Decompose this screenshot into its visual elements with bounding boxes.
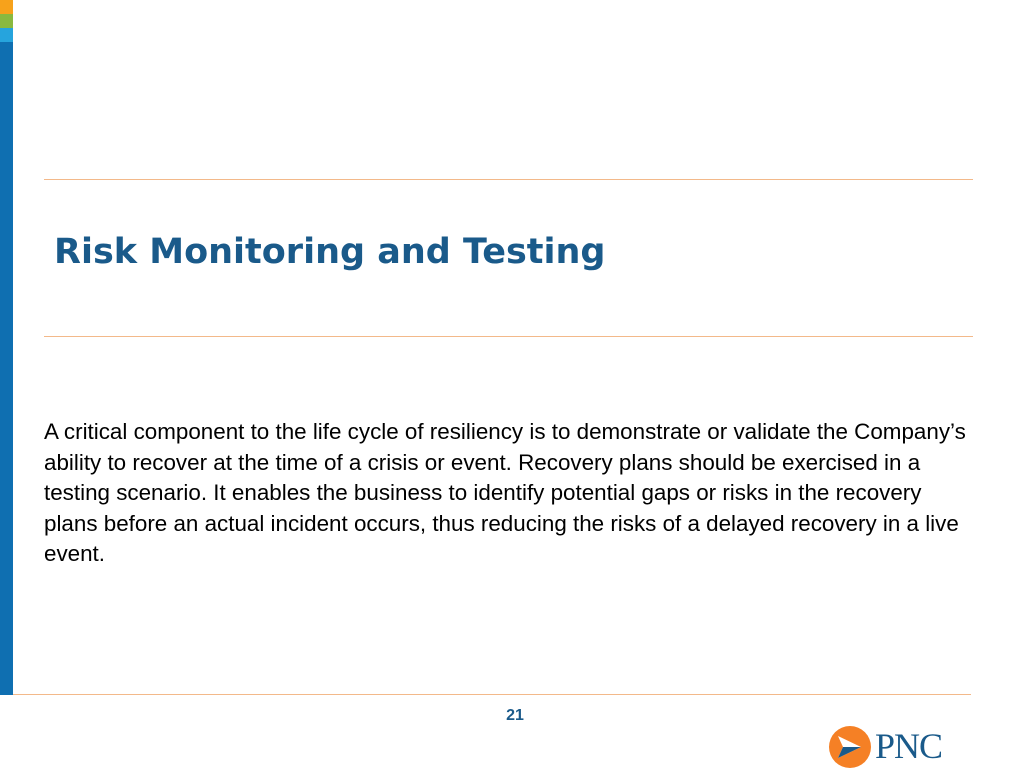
footer-rule [13,694,971,695]
slide-body-text: A critical component to the life cycle of resiliency is to demonstrate or validate the Company’s ability to recover at the time of a crisis or event. Recovery plans should be exercised in a testing scenario. It enables the business to identify potential gaps or risks in the recovery plans before an actual incident occurs, thus reducing the risks of a delayed recovery in a live event. [44,419,966,566]
title-rule-bottom [44,336,973,337]
accent-swatch-orange [0,0,13,14]
title-rule-top [44,179,973,180]
logo-wordmark: PNC [875,726,943,766]
slide-title: Risk Monitoring and Testing [54,232,606,272]
accent-swatch-green [0,14,13,28]
page-number: 21 [506,707,524,724]
left-accent-bar [0,0,13,695]
accent-swatch-cyan [0,28,13,42]
pnc-triangle-logo-icon [828,725,872,768]
pnc-logo [828,725,978,768]
